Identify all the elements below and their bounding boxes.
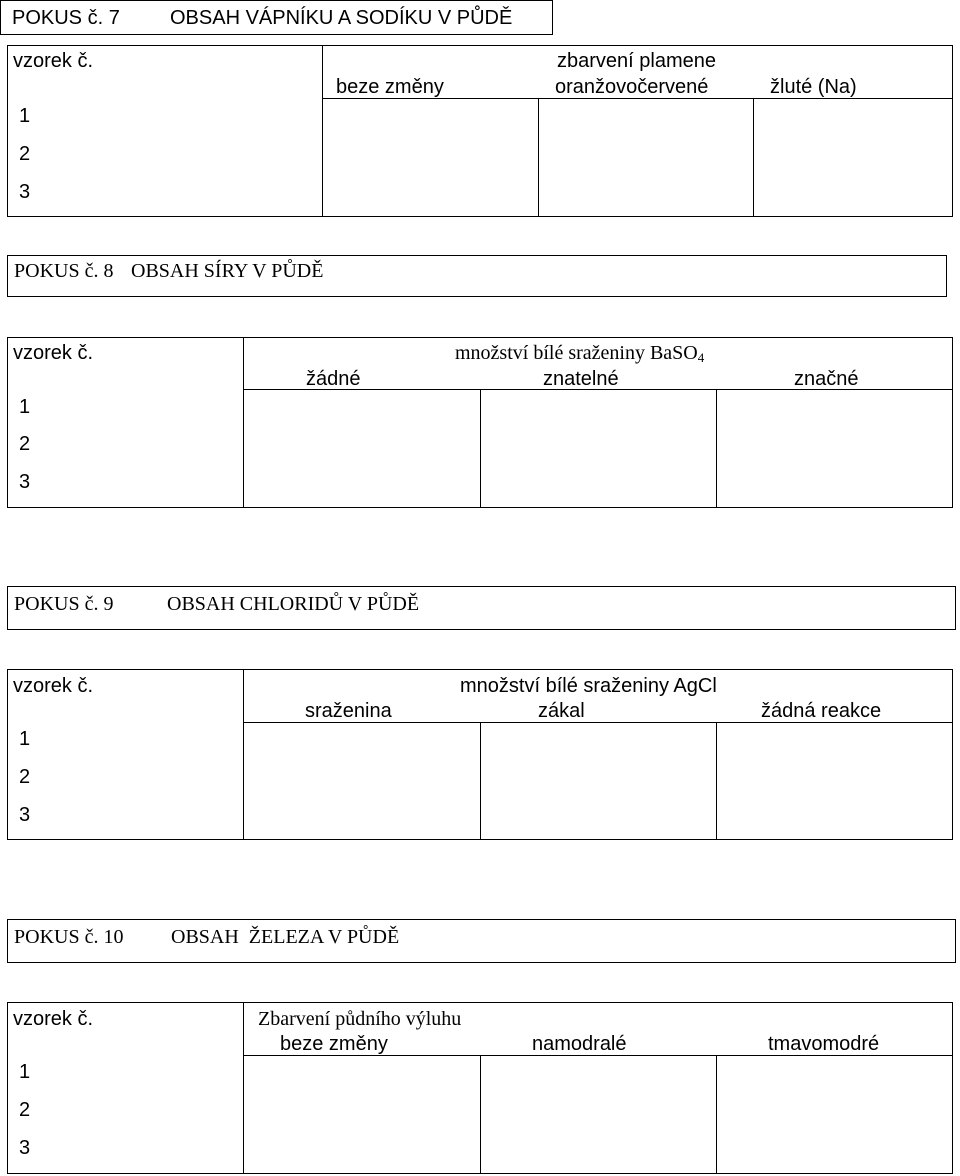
- experiment-8-group-label-sub: 4: [697, 350, 705, 365]
- experiment-7-row-header: vzorek č.: [13, 50, 94, 72]
- experiment-8-divider-sample: [243, 337, 244, 508]
- experiment-10-divider-col2: [716, 1055, 717, 1174]
- experiment-8-title: OBSAH SÍRY V PŮDĚ: [131, 260, 324, 282]
- experiment-10-divider-col1: [480, 1055, 481, 1174]
- experiment-8-divider-col2: [716, 389, 717, 508]
- experiment-7-divider-sample: [322, 45, 323, 217]
- experiment-10-col-2: namodralé: [532, 1033, 627, 1055]
- experiment-9-divider-col2: [716, 722, 717, 840]
- experiment-10-sample-3: 3: [19, 1137, 31, 1159]
- experiment-8-sample-2: 2: [19, 433, 31, 455]
- experiment-9-title-box: [7, 586, 956, 630]
- experiment-9-title: OBSAH CHLORIDŮ V PŮDĚ: [167, 593, 420, 615]
- experiment-7-col-3: žluté (Na): [770, 76, 857, 98]
- experiment-9-row-header: vzorek č.: [13, 675, 94, 697]
- experiment-7-number: POKUS č. 7: [12, 7, 120, 29]
- experiment-9-sample-2: 2: [19, 766, 31, 788]
- experiment-10-title-box: [7, 919, 956, 963]
- experiment-8-group-label: [455, 342, 704, 369]
- experiment-7-header-line: [322, 98, 953, 99]
- experiment-10-sample-1: 1: [19, 1061, 31, 1083]
- experiment-8-col-2: znatelné: [543, 368, 619, 390]
- experiment-8-sample-3: 3: [19, 471, 31, 493]
- experiment-9-group-label: množství bílé sraženiny AgCl: [460, 675, 717, 697]
- experiment-8-group-label-text: množství bílé sraženiny BaSO: [455, 342, 698, 364]
- experiment-10-row-header: vzorek č.: [13, 1008, 94, 1030]
- experiment-7-table: [7, 45, 953, 217]
- experiment-7-divider-col2: [753, 98, 754, 217]
- experiment-10-divider-sample: [243, 1002, 244, 1174]
- experiment-10-title: OBSAH ŽELEZA V PŮDĚ: [171, 926, 400, 948]
- experiment-7-title: OBSAH VÁPNÍKU A SODÍKU V PŮDĚ: [170, 7, 513, 29]
- experiment-8-divider-col1: [480, 389, 481, 508]
- experiment-9-number: POKUS č. 9: [14, 593, 114, 615]
- experiment-10-group-label: Zbarvení půdního výluhu: [258, 1008, 462, 1030]
- experiment-8-sample-1: 1: [19, 396, 31, 418]
- experiment-7-col-2: oranžovočervené: [555, 76, 709, 98]
- experiment-10-number: POKUS č. 10: [14, 926, 124, 948]
- experiment-9-col-3: žádná reakce: [761, 700, 882, 722]
- experiment-10-sample-2: 2: [19, 1099, 31, 1121]
- experiment-7-sample-3: 3: [19, 181, 31, 203]
- experiment-7-divider-col1: [538, 98, 539, 217]
- experiment-8-row-header: vzorek č.: [13, 342, 94, 364]
- experiment-9-col-1: sraženina: [305, 700, 392, 722]
- experiment-7-sample-2: 2: [19, 143, 31, 165]
- experiment-7-col-1: beze změny: [336, 76, 444, 98]
- experiment-8-col-3: značné: [794, 368, 859, 390]
- experiment-10-col-3: tmavomodré: [768, 1033, 880, 1055]
- experiment-7-sample-1: 1: [19, 105, 31, 127]
- experiment-9-divider-sample: [243, 669, 244, 840]
- experiment-8-col-1: žádné: [306, 368, 361, 390]
- experiment-10-col-1: beze změny: [280, 1033, 388, 1055]
- experiment-9-col-2: zákal: [538, 700, 585, 722]
- experiment-9-header-line: [243, 722, 953, 723]
- experiment-9-sample-3: 3: [19, 804, 31, 826]
- experiment-7-group-label: zbarvení plamene: [557, 50, 716, 72]
- experiment-9-sample-1: 1: [19, 728, 31, 750]
- experiment-10-header-line: [243, 1055, 953, 1056]
- experiment-9-divider-col1: [480, 722, 481, 840]
- experiment-8-number: POKUS č. 8: [14, 260, 114, 282]
